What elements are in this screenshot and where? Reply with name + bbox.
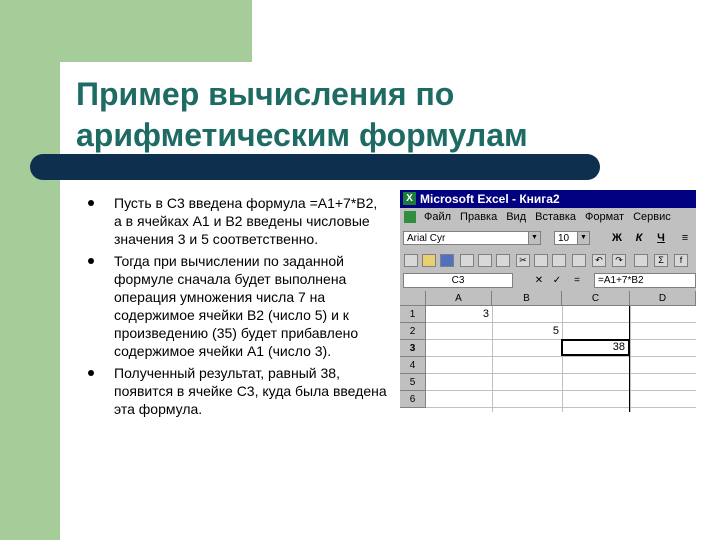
chevron-down-icon[interactable]: ▼ — [528, 232, 540, 244]
column-header-b[interactable]: B — [492, 291, 562, 306]
bullet-item — [88, 252, 388, 360]
print-icon[interactable] — [460, 254, 474, 267]
grid-line — [426, 407, 696, 408]
column-header-d[interactable]: D — [630, 291, 696, 306]
formatting-toolbar — [400, 228, 696, 250]
save-icon[interactable] — [440, 254, 454, 267]
grid-line — [426, 390, 696, 391]
preview-icon[interactable] — [478, 254, 492, 267]
bullet-item — [88, 364, 388, 418]
menu-format[interactable]: Формат — [585, 211, 625, 223]
font-size-select[interactable] — [554, 231, 590, 245]
row-header-4[interactable]: 4 — [400, 357, 426, 374]
bullet-item — [88, 194, 388, 248]
cell-c3-selected[interactable]: 38 — [561, 339, 630, 356]
excel-window-title: Microsoft Excel - Книга2 — [420, 192, 560, 206]
name-box[interactable]: С3 — [403, 273, 513, 288]
underline-button[interactable]: Ч — [657, 232, 665, 244]
row-header-3[interactable]: 3 — [400, 340, 426, 357]
excel-title-bar — [400, 190, 696, 208]
redo-icon[interactable]: ↷ — [612, 254, 626, 267]
menu-edit[interactable]: Правка — [460, 211, 498, 223]
sheet-edge-line — [629, 306, 630, 412]
standard-toolbar — [400, 250, 696, 272]
align-left-icon[interactable]: ≡ — [681, 232, 689, 244]
row-header-5[interactable]: 5 — [400, 374, 426, 391]
grid-line — [426, 373, 696, 374]
chevron-down-icon[interactable]: ▼ — [577, 232, 589, 244]
grid-line — [426, 356, 696, 357]
bullet-dot-icon — [88, 370, 94, 376]
workbook-icon — [404, 211, 416, 223]
menu-view[interactable]: Вид — [506, 211, 527, 223]
excel-app-icon: X — [403, 192, 416, 205]
cut-icon[interactable]: ✂ — [516, 254, 530, 267]
select-all-corner[interactable] — [400, 291, 426, 306]
bullet-list — [88, 194, 388, 422]
function-icon[interactable]: f — [674, 254, 688, 267]
format-painter-icon[interactable] — [572, 254, 586, 267]
hyperlink-icon[interactable] — [634, 254, 648, 267]
menu-tools[interactable]: Сервис — [633, 211, 671, 223]
paste-icon[interactable] — [552, 254, 566, 267]
bullet-dot-icon — [88, 258, 94, 264]
bullet-dot-icon — [88, 200, 94, 206]
column-header-c[interactable]: C — [562, 291, 630, 306]
font-size-value: 10 — [558, 233, 570, 244]
formula-input[interactable]: =А1+7*В2 — [594, 273, 696, 288]
open-folder-icon[interactable] — [422, 254, 436, 267]
bold-button[interactable]: Ж — [612, 232, 622, 244]
cancel-icon[interactable]: ✕ — [534, 275, 544, 286]
row-header-2[interactable]: 2 — [400, 323, 426, 340]
top-decor-bar — [60, 0, 252, 62]
undo-icon[interactable]: ↶ — [592, 254, 606, 267]
row-header-1[interactable]: 1 — [400, 306, 426, 323]
cell-b2[interactable]: 5 — [552, 325, 559, 337]
bullet-text: Пусть в С3 введена формула =А1+7*В2, а в ячейках А1 и В2 введены числовые значения 3 и 5 соответственно. — [114, 195, 378, 247]
enter-icon[interactable]: ✓ — [552, 275, 562, 286]
row-header-6[interactable]: 6 — [400, 391, 426, 408]
excel-menu-bar — [400, 208, 696, 226]
spreadsheet-grid — [400, 291, 696, 412]
excel-screenshot — [400, 190, 696, 412]
font-name-select[interactable] — [403, 231, 541, 245]
equals-icon[interactable]: = — [574, 275, 580, 286]
autosum-icon[interactable]: Σ — [654, 254, 668, 267]
menu-insert[interactable]: Вставка — [535, 211, 577, 223]
spelling-icon[interactable] — [496, 254, 510, 267]
italic-button[interactable]: К — [635, 232, 643, 244]
copy-icon[interactable] — [534, 254, 548, 267]
column-header-a[interactable]: A — [426, 291, 492, 306]
bullet-text: Тогда при вычислении по заданной формуле сначала будет выполнена операция умножения числа 7 на содержимое ячейки В2 (число 5) и к произведению (35) будет прибавлено содержимое ячейки А1 (число 3). — [114, 253, 359, 359]
formula-bar — [400, 272, 696, 290]
menu-file[interactable]: Файл — [424, 211, 452, 223]
font-name-value: Arial Cyr — [407, 233, 446, 244]
slide-title: Пример вычисления по арифметическим формулам — [76, 76, 528, 153]
bullet-text: Полученный результат, равный 38, появится в ячейке С3, куда была введена эта формула. — [114, 365, 387, 417]
side-decor-bar — [0, 0, 60, 540]
cell-a1[interactable]: 3 — [482, 308, 489, 320]
new-file-icon[interactable] — [404, 254, 418, 267]
title-divider — [30, 154, 600, 180]
